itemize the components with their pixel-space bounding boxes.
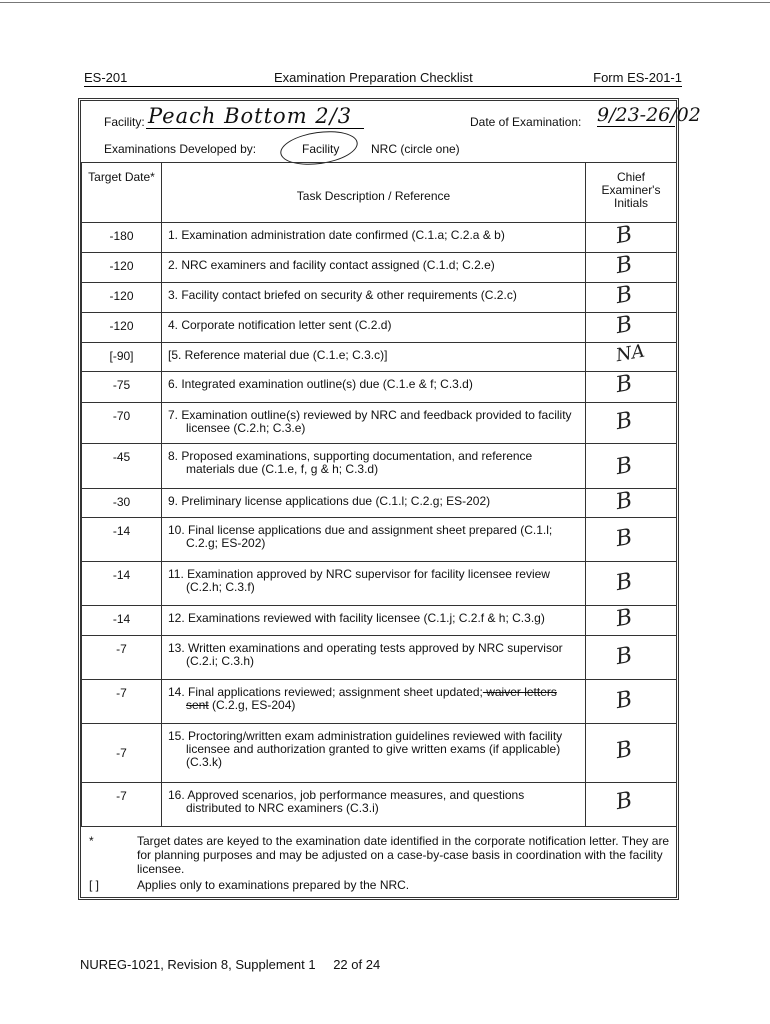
target-date: -7 — [82, 783, 162, 827]
table-row — [82, 403, 677, 444]
footnote-text: Applies only to examinations prepared by the NRC. — [137, 878, 410, 892]
table-row — [82, 680, 677, 724]
exam-date-label: Date of Examination: — [470, 115, 582, 129]
option-facility: Facility — [302, 142, 340, 156]
col-initials: Chief Examiner's Initials — [586, 163, 677, 223]
table-row — [82, 313, 677, 343]
table-row — [82, 562, 677, 606]
initials-signature: B — [613, 642, 635, 671]
initials-signature: B — [613, 452, 635, 481]
task-text: [5. Reference material due (C.1.e; C.3.c)] — [168, 348, 388, 362]
initials-signature: B — [613, 787, 635, 816]
page-footer — [80, 957, 394, 972]
footnote-mark: [ ] — [89, 878, 100, 892]
target-date: [-90] — [82, 343, 162, 372]
target-date: -7 — [82, 680, 162, 724]
initials-signature: B — [613, 311, 635, 340]
task-text: 8. Proposed examinations, supporting documentation, and reference materials due (C.1.e, f, g & h; C.3.d) — [168, 449, 533, 476]
task-text: 14. Final applications reviewed; assignment sheet updated; waiver letters sent (C.2.g, ES-204) — [168, 685, 557, 712]
struck-text: waiver letters sent — [186, 685, 557, 712]
task-text: 1. Examination administration date confirmed (C.1.a; C.2.a & b) — [168, 228, 505, 242]
table-header-row — [82, 163, 677, 223]
facility-value: Peach Bottom 2/3 — [146, 104, 364, 129]
initials-signature: B — [613, 407, 635, 436]
table-row — [82, 343, 677, 372]
task-text: 10. Final license applications due and assignment sheet prepared (C.1.l; C.2.g; ES-202) — [168, 523, 553, 550]
table-row — [82, 489, 677, 518]
table-row — [82, 518, 677, 562]
footnote-text: Target dates are keyed to the examination date identified in the corporate notification letter. They are for planning purposes and may be adjusted on a case-by-case basis in coordination with the facility licensee. — [137, 834, 670, 876]
target-date: -180 — [82, 223, 162, 253]
task-text: 2. NRC examiners and facility contact assigned (C.1.d; C.2.e) — [168, 258, 495, 272]
task-table — [81, 162, 677, 827]
table-row — [82, 783, 677, 827]
task-text: 12. Examinations reviewed with facility licensee (C.1.j; C.2.f & h; C.3.g) — [168, 611, 545, 625]
initials-signature: B — [613, 568, 635, 597]
initials-signature: B — [613, 370, 635, 399]
header-form-number: Form ES-201-1 — [593, 70, 682, 85]
col-target-date: Target Date* — [82, 163, 162, 223]
initials-signature: B — [613, 686, 635, 715]
table-row — [82, 606, 677, 636]
target-date: -120 — [82, 313, 162, 343]
facility-label: Facility: — [104, 115, 145, 129]
task-text: 6. Integrated examination outline(s) due (C.1.e & f; C.3.d) — [168, 377, 473, 391]
exam-date-value: 9/23-26/02 — [597, 104, 701, 126]
target-date: -14 — [82, 606, 162, 636]
table-row — [82, 223, 677, 253]
table-row — [82, 724, 677, 783]
target-date: -7 — [82, 636, 162, 680]
target-date: -30 — [82, 489, 162, 518]
footnote-mark: * — [89, 834, 94, 848]
initials-signature: B — [613, 487, 635, 516]
table-row — [82, 444, 677, 489]
target-date: -120 — [82, 283, 162, 313]
task-text: 4. Corporate notification letter sent (C.2.d) — [168, 318, 392, 332]
target-date: -14 — [82, 518, 162, 562]
target-date: -75 — [82, 372, 162, 403]
initials-signature: B — [613, 604, 635, 633]
option-nrc: NRC (circle one) — [371, 142, 460, 156]
table-row — [82, 253, 677, 283]
target-date: -7 — [82, 724, 162, 783]
table-row — [82, 283, 677, 313]
task-text: 13. Written examinations and operating tests approved by NRC supervisor (C.2.i; C.3.h) — [168, 641, 563, 668]
target-date: -45 — [82, 444, 162, 489]
header-title: Examination Preparation Checklist — [274, 70, 473, 85]
initials-signature: B — [613, 281, 635, 310]
task-text: 7. Examination outline(s) reviewed by NRC and feedback provided to facility licensee (C.2.h; C.3.e) — [168, 408, 572, 435]
initials-signature: B — [613, 221, 635, 250]
col-task: Task Description / Reference — [162, 163, 586, 223]
initials-signature: NA — [614, 340, 647, 367]
top-rule — [0, 2, 770, 3]
initials-signature: B — [613, 736, 635, 765]
page-header — [84, 70, 682, 87]
table-row — [82, 636, 677, 680]
task-text: 3. Facility contact briefed on security & other requirements (C.2.c) — [168, 288, 517, 302]
header-form-code: ES-201 — [84, 70, 128, 85]
developed-by-label: Examinations Developed by: — [104, 142, 257, 156]
document-id: NUREG-1021, Revision 8, Supplement 1 — [80, 957, 316, 972]
task-text: 11. Examination approved by NRC supervisor for facility licensee review (C.2.h; C.3.f) — [168, 567, 550, 594]
page-number: 22 of 24 — [333, 957, 381, 972]
initials-signature: B — [613, 251, 635, 280]
target-date: -14 — [82, 562, 162, 606]
table-row — [82, 372, 677, 403]
target-date: -70 — [82, 403, 162, 444]
initials-signature: B — [613, 524, 635, 553]
task-text: 16. Approved scenarios, job performance measures, and questions distributed to NRC examiners (C.3.i) — [168, 788, 525, 815]
target-date: -120 — [82, 253, 162, 283]
task-text: 9. Preliminary license applications due (C.1.l; C.2.g; ES-202) — [168, 494, 491, 508]
task-text: 15. Proctoring/written exam administration guidelines reviewed with facility licensee and authorization granted to give written exams (if applicable) (C.3.k) — [168, 729, 563, 769]
